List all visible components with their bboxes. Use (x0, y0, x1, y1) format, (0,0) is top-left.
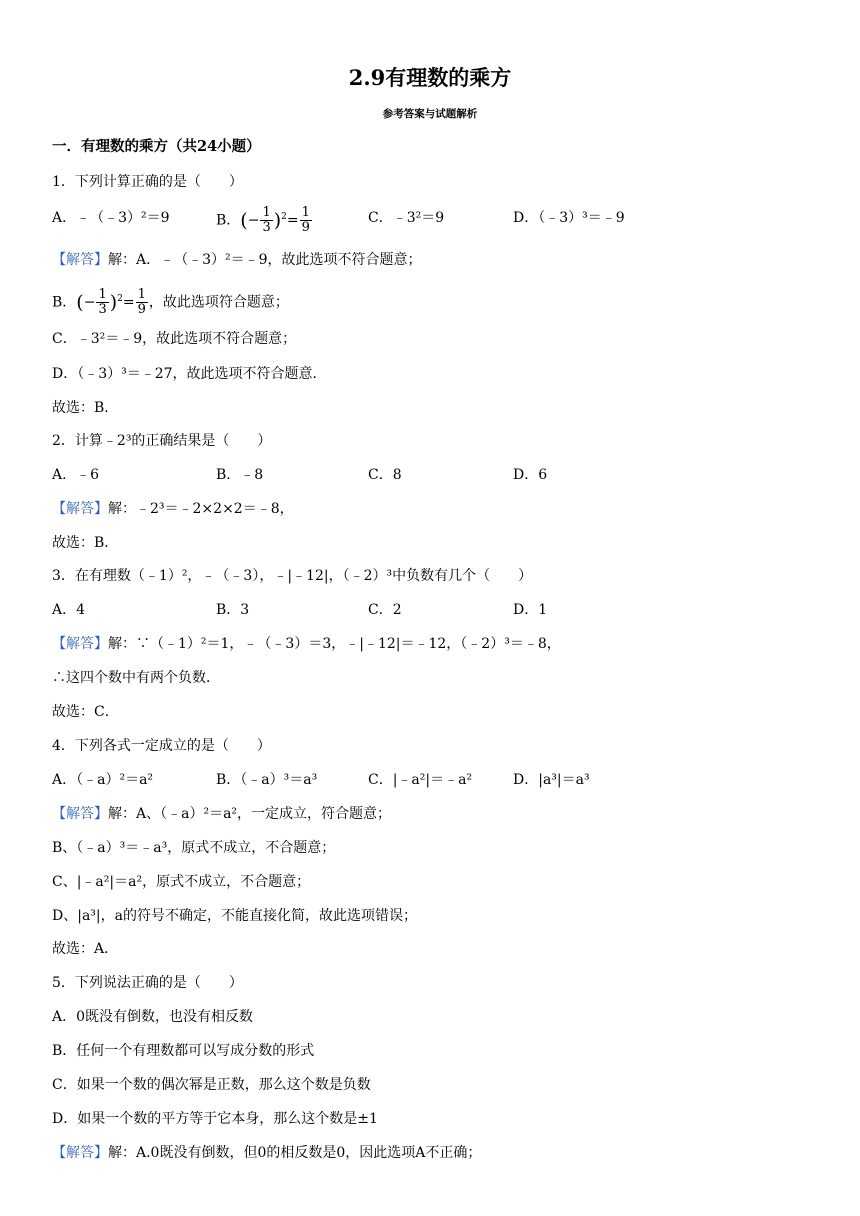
question-5-stem: 5．下列说法正确的是（ ） (52, 975, 243, 991)
q1-answer-line-4: D．（﹣3）³＝﹣27，故此选项不符合题意． (52, 366, 327, 382)
q4-answer-line-4: D、|a³|，a的符号不确定，不能直接化简，故此选项错误； (52, 908, 417, 924)
page-subtitle: 参考答案与试题解析 (382, 108, 478, 120)
q5-option-a: A．0既没有倒数，也没有相反数 (52, 1009, 254, 1025)
question-1-stem: 1．下列计算正确的是（ ） (52, 174, 243, 190)
q2-option-b: B．﹣8 (216, 467, 264, 483)
q3-option-c: C．2 (368, 602, 402, 618)
q5-option-d: D．如果一个数的平方等于它本身，那么这个数是±1 (52, 1111, 378, 1127)
q4-option-c: C．|﹣a²|＝﹣a² (368, 772, 473, 788)
q4-choice: 故选：A． (52, 941, 119, 957)
q4-option-d: D．|a³|＝a³ (513, 772, 590, 788)
q1-answer-line-1: 【解答】解：A．﹣（﹣3）²＝﹣9，故此选项不符合题意； (52, 252, 422, 268)
q3-option-d: D．1 (513, 602, 548, 618)
q2-option-c: C．8 (368, 467, 402, 483)
q4-option-a: A．（﹣a）²＝a² (52, 772, 154, 788)
q1-answer-line-3: C．﹣3²＝﹣9，故此选项不符合题意； (52, 331, 297, 347)
q3-option-a: A．4 (52, 602, 86, 618)
section-heading: 一．有理数的乘方（共24小题） (52, 138, 261, 155)
q1-choice: 故选：B． (52, 400, 119, 416)
q2-answer: 【解答】解：﹣2³＝﹣2×2×2＝﹣8， (52, 501, 294, 517)
q1-option-c: C．﹣3²＝9 (368, 210, 445, 226)
q5-option-b: B．任何一个有理数都可以写成分数的形式 (52, 1043, 315, 1059)
question-3-stem: 3．在有理数（﹣1）²，﹣（﹣3），﹣|﹣12|，（﹣2）³中负数有几个（ ） (52, 568, 533, 584)
q4-option-b: B．（﹣a）³＝a³ (216, 772, 318, 788)
q1-answer-line-2: B．(− $\frac{1}{3}$ )$^2$= $\frac{1}{9}$ ，故此选项符合题意； (52, 287, 289, 318)
q1-option-b-result: $\frac{1}{9}$ (301, 205, 310, 236)
question-2-stem: 2．计算﹣2³的正确结果是（ ） (52, 433, 272, 449)
q1-option-a: A．﹣（﹣3）²＝9 (52, 210, 170, 226)
q4-answer-line-1: 【解答】解：A、（﹣a）²＝a²，一定成立，符合题意； (52, 806, 392, 822)
q2-option-a: A．﹣6 (52, 467, 100, 483)
q5-answer-line-1: 【解答】解：A.0既没有倒数，但0的相反数是0，因此选项A不正确； (52, 1145, 482, 1161)
q1-option-d: D．（﹣3）³＝﹣9 (513, 210, 625, 226)
q2-choice: 故选：B． (52, 535, 119, 551)
q3-option-b: B．3 (216, 602, 250, 618)
answer-tag: 【解答】 (52, 252, 108, 268)
q5-option-c: C．如果一个数的偶次幂是正数，那么这个数是负数 (52, 1077, 371, 1093)
q3-choice: 故选：C． (52, 704, 119, 720)
q3-answer-line-2: ∴这四个数中有两个负数． (52, 670, 220, 686)
q4-answer-line-3: C、|﹣a²|＝a²，原式不成立，不合题意； (52, 874, 311, 890)
q3-answer-line-1: 【解答】解：∵（﹣1）²＝1，﹣（﹣3）＝3，﹣|﹣12|＝﹣12，（﹣2）³＝﹣8， (52, 636, 561, 652)
q4-answer-line-2: B、（﹣a）³＝﹣a³，原式不成立，不合题意； (52, 840, 336, 856)
q1-option-b: B．(− $\frac{1}{3}$ )$^2$= $\frac{1}{9}$ (216, 205, 310, 236)
q1-option-b-prefix: B． (216, 212, 241, 229)
page-title: 2.9有理数的乘方 (348, 65, 512, 90)
question-4-stem: 4．下列各式一定成立的是（ ） (52, 738, 271, 754)
q1-option-b-fraction: $\frac{1}{3}$ (262, 205, 271, 236)
q2-option-d: D．6 (513, 467, 548, 483)
